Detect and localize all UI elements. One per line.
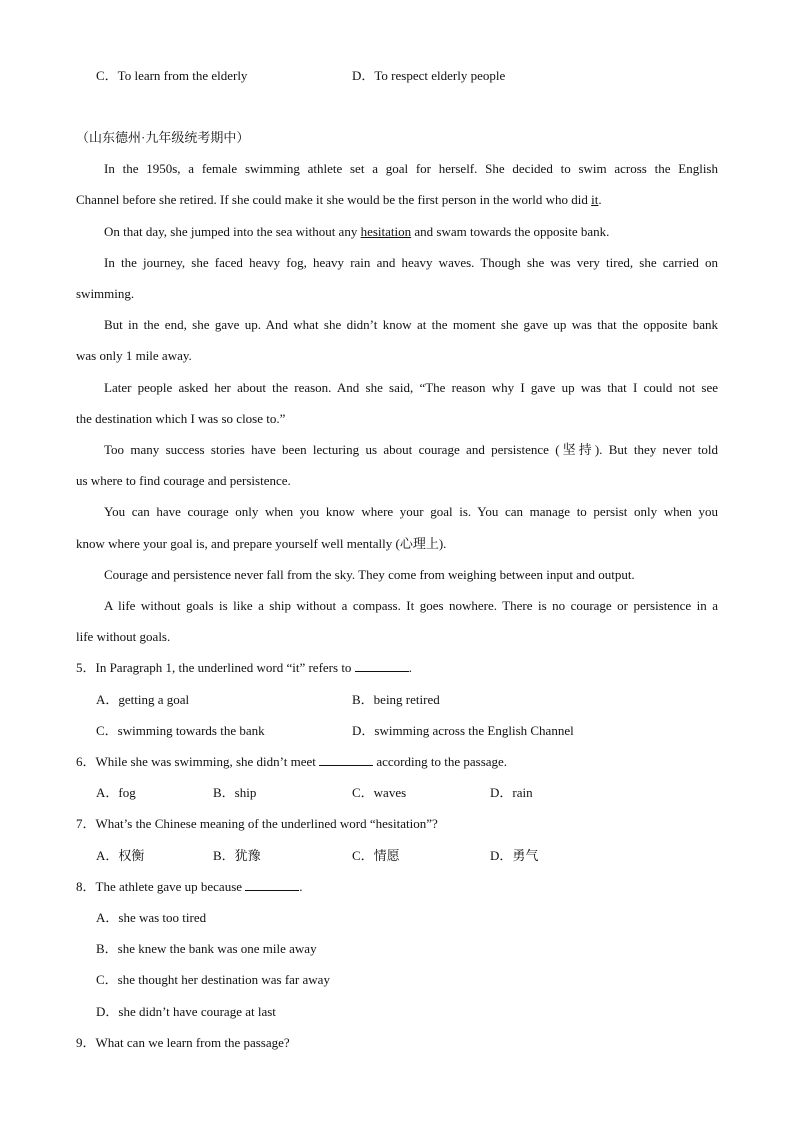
q7-option-b: B．犹豫 [213,848,261,863]
source-label: （山东德州·九年级统考期中） [76,130,250,145]
q6-option-c: C．waves [352,785,407,800]
q7-option-d: D．勇气 [490,848,539,863]
passage-p7-line1: You can have courage only when you know where your goal is. You can manage to persist only when you [104,504,718,519]
q5-option-c: C．swimming towards the bank [96,723,265,738]
question-7: 7．What’s the Chinese meaning of the underlined word “hesitation”? [76,816,438,831]
answer-blank [319,753,373,766]
q5-option-a: A．getting a goal [96,692,190,707]
q5-option-d: D．swimming across the English Channel [352,723,574,738]
answer-blank [355,659,409,672]
passage-p7-line2: know where your goal is, and prepare yourself well mentally (心理上). [76,536,447,551]
question-6: 6．While she was swimming, she didn’t meet according to the passage. [76,754,508,769]
q6-option-d: D．rain [490,785,533,800]
passage-p9-line2: life without goals. [76,629,171,644]
passage-p5-line2: the destination which I was so close to.” [76,411,286,426]
passage-p6-line1: Too many success stories have been lecturing us about courage and persistence (坚持). But they never told [104,442,718,457]
passage-p5-line1: Later people asked her about the reason. And she said, “The reason why I gave up was that I could not see [104,380,718,395]
question-9: 9．What can we learn from the passage? [76,1035,290,1050]
passage-p4-line1: But in the end, she gave up. And what she didn’t know at the moment she gave up was that the opposite bank [104,317,718,332]
passage-p4-line2: was only 1 mile away. [76,348,192,363]
passage-p1-line1: In the 1950s, a female swimming athlete set a goal for herself. She decided to swim across the English [104,161,718,176]
answer-blank [245,878,299,891]
passage-p3-line1: In the journey, she faced heavy fog, heavy rain and heavy waves. Though she was very tired, she carried on [104,255,718,270]
q7-option-c: C．情愿 [352,848,400,863]
passage-p2: On that day, she jumped into the sea without any hesitation and swam towards the opposite bank. [104,224,610,239]
q8-option-a: A．she was too tired [96,910,207,925]
passage-p9-line1: A life without goals is like a ship without a compass. It goes nowhere. There is no courage or persistence in a [104,598,718,613]
q5-option-b: B．being retired [352,692,440,707]
underlined-word-it: it [591,192,599,207]
passage-p8: Courage and persistence never fall from the sky. They come from weighing between input and output. [104,567,635,582]
passage-p3-line2: swimming. [76,286,135,301]
passage-p6-line2: us where to find courage and persistence. [76,473,291,488]
q6-option-b: B．ship [213,785,257,800]
q6-option-a: A．fog [96,785,136,800]
q8-option-d: D．she didn’t have courage at last [96,1004,276,1019]
q8-option-b: B．she knew the bank was one mile away [96,941,317,956]
option-d: D．To respect elderly people [352,68,506,83]
option-c: C．To learn from the elderly [96,68,248,83]
q7-option-a: A．权衡 [96,848,145,863]
passage-p1-line2: Channel before she retired. If she could make it she would be the first person in the world who did it. [76,192,602,207]
question-8: 8．The athlete gave up because . [76,879,303,894]
underlined-word-hesitation: hesitation [360,224,412,239]
question-5: 5．In Paragraph 1, the underlined word “it” refers to . [76,660,412,675]
q8-option-c: C．she thought her destination was far away [96,972,330,987]
